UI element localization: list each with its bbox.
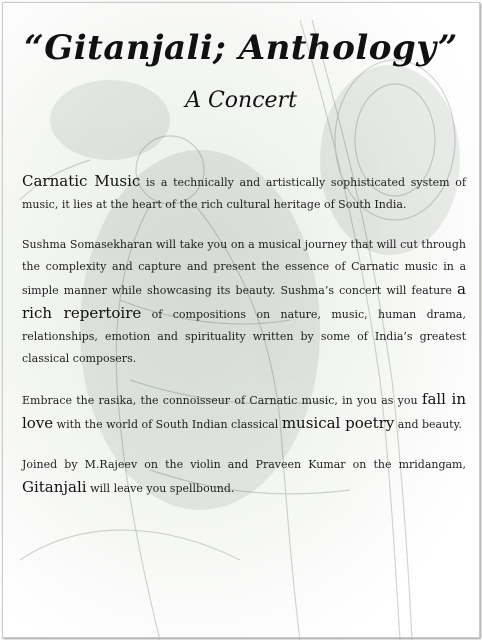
emphasis-phrase: musical poetry	[281, 414, 395, 432]
paragraph-text: is a technically and artistically sophisticated system of music, it lies at the heart of the rich cultural heritage of South India.	[22, 176, 466, 211]
paragraph-performers	[22, 454, 466, 500]
paragraph-text: and beauty.	[394, 418, 462, 431]
paragraph-text: will leave you spellbound.	[86, 482, 235, 495]
paragraph-rasika	[22, 388, 466, 436]
page-subtitle: A Concert	[185, 88, 297, 113]
paragraph-journey	[22, 234, 466, 370]
body-text	[22, 170, 466, 518]
emphasis-phrase: a rich repertoire	[22, 280, 466, 322]
emphasis-phrase: Gitanjali	[22, 478, 87, 496]
paragraph-text: with the world of South Indian classical	[53, 418, 282, 431]
paragraph-intro	[22, 170, 466, 216]
paragraph-text: Joined by M.Rajeev on the violin and Praveen Kumar on the mridangam,	[22, 458, 466, 471]
paragraph-text: of compositions on nature, music, human drama, relationships, emotion and spirituality written by some of India’s greatest classical composers.	[22, 308, 466, 365]
emphasis-phrase: fall in love	[22, 390, 466, 432]
paragraph-text: Sushma Somasekharan will take you on a musical journey that will cut through the complexity and capture and present the essence of Carnatic music in a simple manner while showcasing its beauty. Sushma’s concert will feature	[22, 238, 466, 297]
page-title: “Gitanjali; Anthology”	[24, 28, 458, 68]
lead-phrase: Carnatic Music	[22, 172, 141, 190]
paragraph-text: Embrace the rasika, the connoisseur of Carnatic music, in you as you	[22, 394, 422, 407]
